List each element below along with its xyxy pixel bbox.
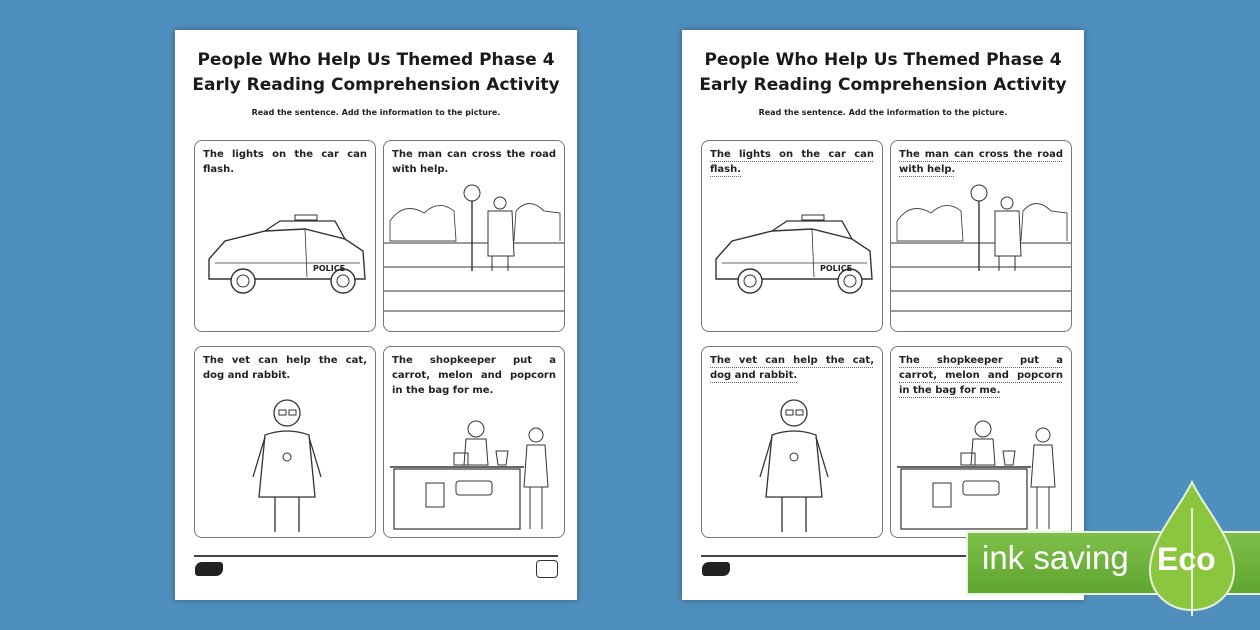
panel-sentence: The shopkeeper put a carrot, melon and popcorn in the bag for me. <box>392 355 556 396</box>
panel-shop <box>890 346 1072 538</box>
worksheet-instruction: Read the sentence. Add the information to the picture. <box>758 108 1008 117</box>
worksheet-title: People Who Help Us Themed Phase 4 Early Reading Comprehension Activity <box>699 50 1067 95</box>
ink-saving-label: ink saving <box>982 539 1129 576</box>
worksheet-title: People Who Help Us Themed Phase 4 Early Reading Comprehension Activity <box>192 50 560 95</box>
panel-police-car <box>194 140 376 332</box>
panel-sentence: The man can cross the road with help. <box>899 149 1063 175</box>
panel-police-car <box>701 140 883 332</box>
panel-sentence: The vet can help the cat, dog and rabbit. <box>710 355 874 381</box>
footer-divider <box>194 555 558 557</box>
worksheet-preview-left <box>175 30 577 600</box>
car-label: POLICE <box>313 264 346 273</box>
worksheet-preview-right <box>682 30 1084 600</box>
panel-vet <box>701 346 883 538</box>
twinkl-logo <box>702 562 730 576</box>
panel-sentence: The shopkeeper put a carrot, melon and popcorn in the bag for me. <box>899 355 1063 396</box>
panel-sentence: The man can cross the road with help. <box>392 149 556 175</box>
panel-road-crossing <box>383 140 565 332</box>
twinkl-logo <box>195 562 223 576</box>
panel-vet <box>194 346 376 538</box>
eco-label: Eco <box>1157 541 1216 577</box>
panel-sentence: The lights on the car can flash. <box>710 149 874 175</box>
panel-road-crossing <box>890 140 1072 332</box>
car-label: POLICE <box>820 264 853 273</box>
panel-shop <box>383 346 565 538</box>
panel-sentence: The lights on the car can flash. <box>203 149 367 175</box>
footer-badge-icon <box>536 560 558 578</box>
worksheet-instruction: Read the sentence. Add the information to the picture. <box>251 108 501 117</box>
panel-sentence: The vet can help the cat, dog and rabbit. <box>203 355 367 381</box>
